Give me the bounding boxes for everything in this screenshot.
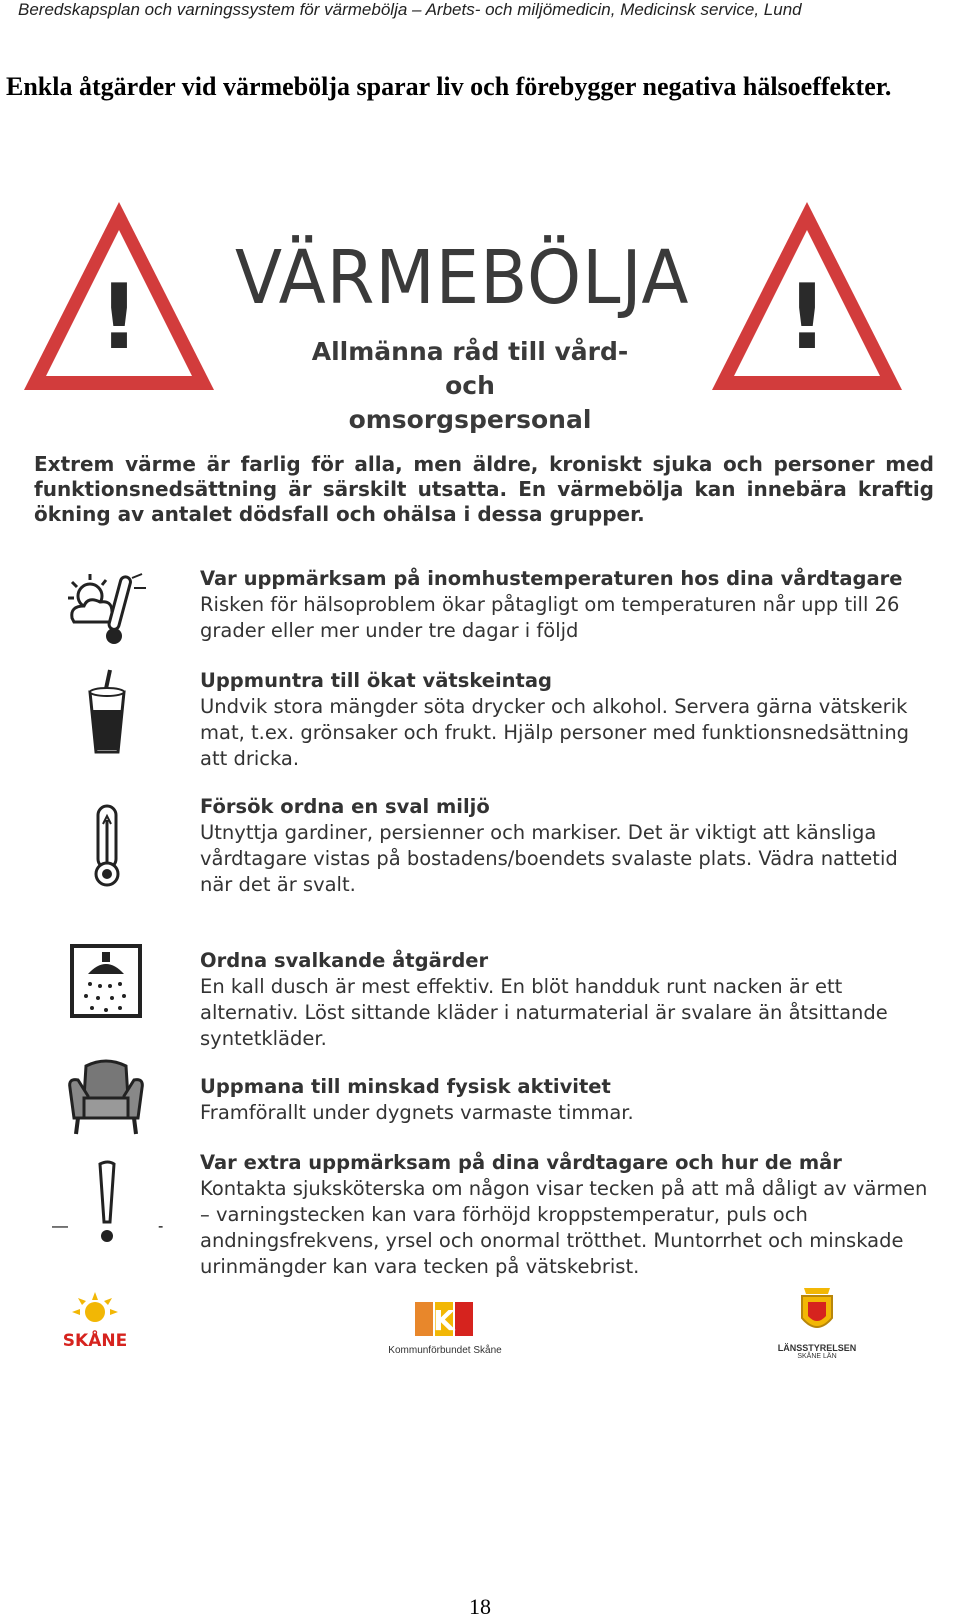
- poster-title: VÄRMEBÖLJA: [235, 235, 690, 321]
- advice-title: Var extra uppmärksam på dina vårdtagare och hur de mår: [200, 1151, 842, 1174]
- page-number: 18: [469, 1594, 491, 1619]
- kommunforbundet-logo: [385, 1300, 505, 1360]
- kommunforbundet-mark: K: [433, 1304, 455, 1337]
- poster-subtitle-line1: Allmänna råd till vård- och: [311, 337, 629, 400]
- skane-logo-text: SKÅNE: [62, 1331, 128, 1351]
- advice-item-cool-environment: [200, 794, 930, 898]
- advice-item-indoor-temperature: [200, 566, 930, 644]
- shower-icon: [62, 940, 152, 1030]
- kommunforbundet-label: Kommunförbundet Skåne: [388, 1345, 502, 1356]
- sun-thermometer-icon: [62, 566, 152, 656]
- advice-item-extra-attention: [200, 1150, 930, 1280]
- advice-body: Risken för hälsoproblem ökar påtagligt om temperaturen når upp till 26 grader eller mer under tre dagar i följd: [200, 593, 900, 642]
- skane-logo: [60, 1290, 130, 1360]
- armchair-icon: [62, 1052, 152, 1142]
- lansstyrelsen-sublabel: SKÅNE LÄN: [797, 1353, 837, 1360]
- warning-triangle-left-icon: [18, 196, 220, 396]
- advice-item-fluid-intake: [200, 668, 930, 772]
- advice-body: En kall dusch är mest effektiv. En blöt handduk runt nacken är ett alternativ. Löst sittande kläder i naturmaterial är svalare än åtsittande syntetkläder.: [200, 975, 888, 1050]
- advice-title: Försök ordna en sval miljö: [200, 795, 490, 818]
- advice-item-cooling-measures: [200, 948, 930, 1052]
- lansstyrelsen-crest-icon: [762, 1282, 872, 1338]
- lansstyrelsen-label: LÄNSSTYRELSEN: [777, 1343, 857, 1353]
- kommunforbundet-mark-icon: [385, 1300, 505, 1340]
- poster-intro: Extrem värme är farlig för alla, men äldre, kroniskt sjuka och personer med funktionsnedsättning är särskilt utsatta. En värmebölja kan innebära kraftig ökning av antalet dödsfall och ohälsa i dessa grupper.: [34, 452, 934, 526]
- lansstyrelsen-logo: [762, 1282, 872, 1362]
- advice-title: Var uppmärksam på inomhustemperaturen hos dina vårdtagare: [200, 567, 903, 590]
- cool-thermometer-icon: [62, 800, 152, 890]
- warning-triangle-right-icon: [706, 196, 908, 396]
- warning-mark-left: !: [98, 265, 140, 370]
- warning-mark-right: !: [786, 265, 828, 370]
- advice-body: Utnyttja gardiner, persienner och markiser. Det är viktigt att känsliga vårdtagare vistas på bostadens/boendets svalaste plats. Vädra nattetid när det är svalt.: [200, 821, 898, 896]
- advice-item-reduced-activity: [200, 1074, 930, 1126]
- poster-subtitle: [290, 335, 650, 437]
- poster-subtitle-line2: omsorgspersonal: [348, 405, 592, 434]
- advice-body: Framförallt under dygnets varmaste timmar.: [200, 1101, 634, 1124]
- drink-glass-icon: [62, 668, 152, 758]
- decorative-dash: —: [52, 1218, 68, 1235]
- advice-body: Kontakta sjuksköterska om någon visar tecken på att må dåligt av värmen – varningstecken kan vara förhöjd kroppstemperatur, puls och andningsfrekvens, yrsel och onormal trötthet. Muntorrhet och minskade urinmängder kan vara tecken på vätskebrist.: [200, 1177, 928, 1278]
- exclamation-icon: [62, 1160, 152, 1250]
- advice-title: Uppmana till minskad fysisk aktivitet: [200, 1075, 611, 1098]
- skane-sun-icon: [60, 1290, 130, 1360]
- advice-title: Ordna svalkande åtgärder: [200, 949, 489, 972]
- decorative-dash: -: [158, 1218, 164, 1235]
- page-headline: Enkla åtgärder vid värmebölja sparar liv och förebygger negativa hälsoeffekter.: [6, 72, 892, 101]
- running-header: Beredskapsplan och varningssystem för värmebölja – Arbets- och miljömedicin, Medicinsk service, Lund: [18, 0, 802, 19]
- advice-title: Uppmuntra till ökat vätskeintag: [200, 669, 552, 692]
- advice-body: Undvik stora mängder söta drycker och alkohol. Servera gärna vätskerik mat, t.ex. grönsaker och frukt. Hjälp personer med funktionsnedsättning att dricka.: [200, 695, 910, 770]
